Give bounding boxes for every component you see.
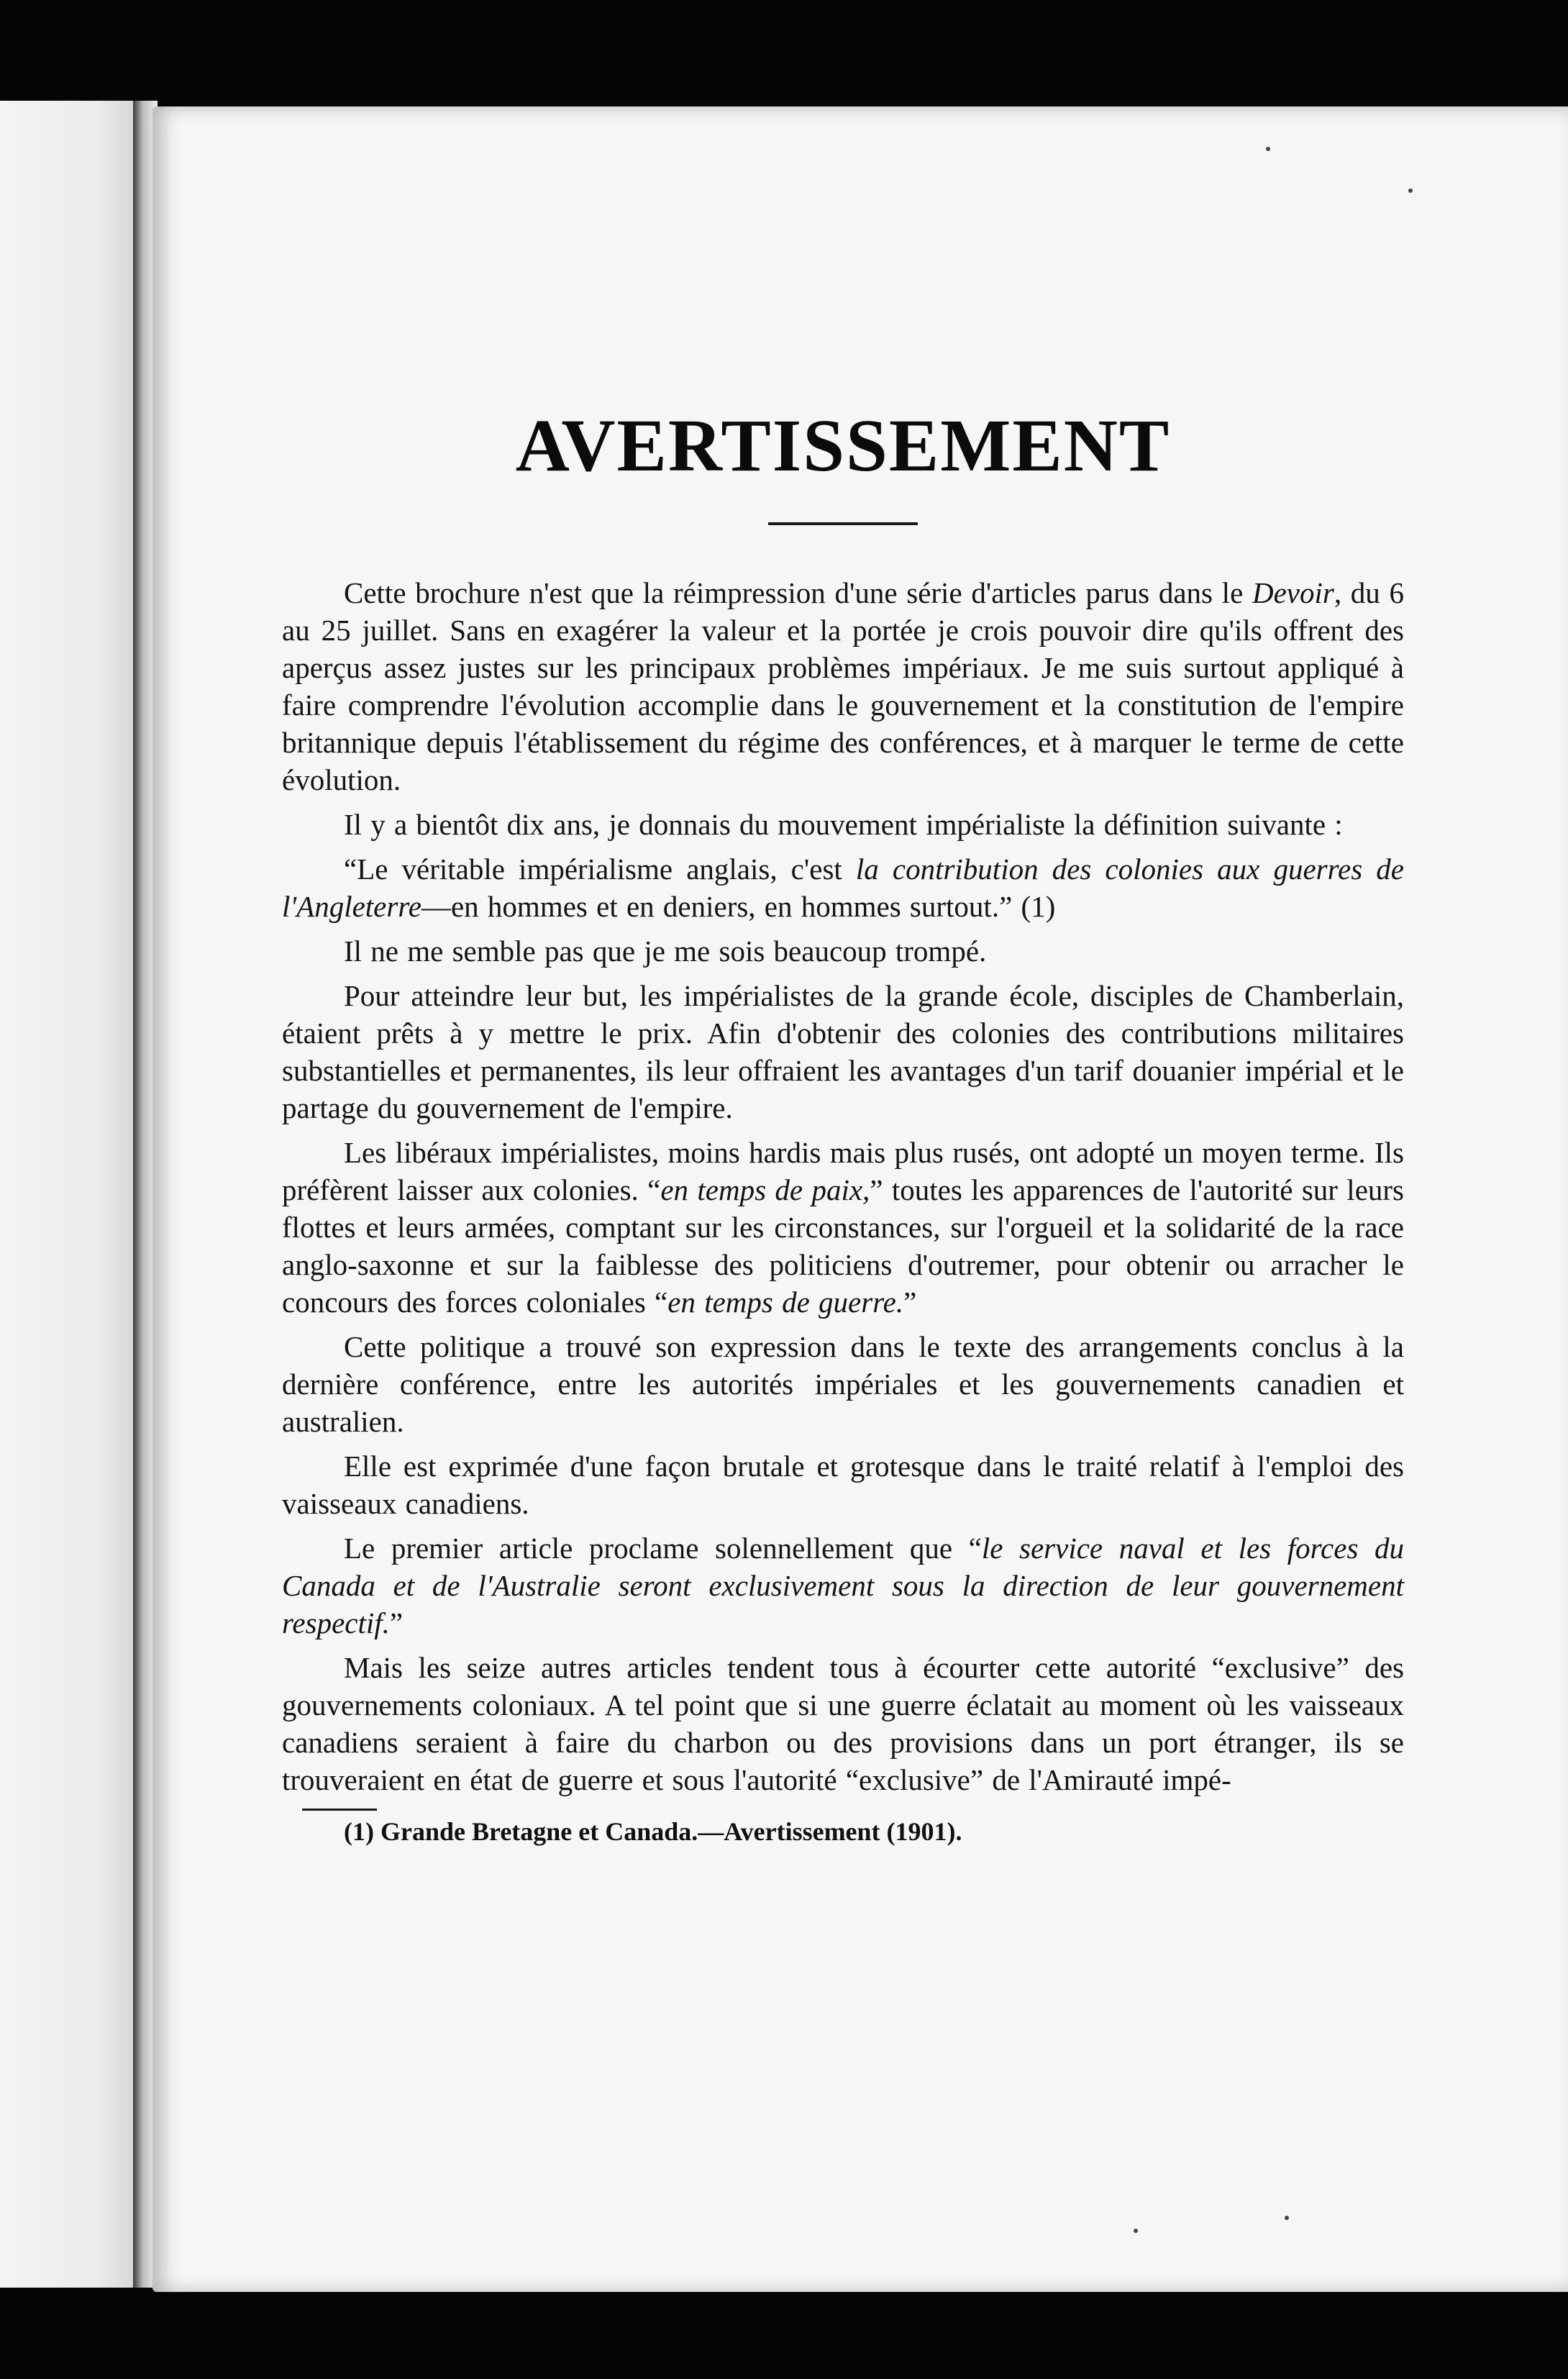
paragraph: [282, 1328, 1404, 1440]
paragraph: [282, 1649, 1404, 1798]
paragraph-text: —en hommes et en deniers, en hommes surtout.” (1): [421, 890, 1056, 923]
paragraph-text: ” toutes les apparences de l'autorité sur leurs flottes et leurs armées, comptant sur les circonstances, sur l'orgueil et la solidarité de la race anglo-saxonne et sur la faiblesse des politiciens d'outremer, pour obtenir ou arracher le concours des forces coloniales “: [282, 1173, 1405, 1319]
paragraph: [282, 1447, 1404, 1522]
paragraph-text: Il ne me semble pas que je me sois beaucoup trompé.: [344, 934, 987, 968]
paragraph: [282, 977, 1404, 1127]
paragraph-text: , du 6 au 25 juillet. Sans en exagérer la valeur et la portée je crois pouvoir dire qu'ils offrent des aperçus assez justes sur les principaux problèmes impériaux. Je me suis surtout appliqué à faire comprendre l'évolution accomplie dans le gouvernement et la constitution de l'empire britannique depuis l'établissement du régime des conférences, et à marquer le terme de cette évolution.: [282, 576, 1405, 796]
italic-text: le service naval et les forces du Canada et de l'Australie seront exclusivement sous la direction de leur gouvernement respectif.: [282, 1532, 1404, 1639]
scan-border: [0, 2292, 1568, 2379]
paragraph-text: Les libéraux impérialistes, moins hardis mais plus rusés, ont adopté un moyen terme. Ils préfèrent laisser aux colonies. “: [282, 1136, 1404, 1206]
paragraph: [282, 574, 1404, 799]
italic-text: en temps de paix,: [660, 1173, 870, 1206]
footnote: (1) Grande Bretagne et Canada.—Avertissement (1901).: [344, 1817, 962, 1846]
paragraph: [282, 1134, 1404, 1321]
paragraph-text: Mais les seize autres articles tendent tous à écourter cette autorité “exclusive” des gouvernements coloniaux. A tel point que si une guerre éclatait au moment où les vaisseaux canadiens seraient à faire du charbon ou des provisions dans un port étranger, ils se trouveraient en état de guerre et sous l'autorité “exclusive” de l'Amirauté impé-: [282, 1651, 1404, 1796]
scan-speck: [1285, 2216, 1289, 2220]
italic-text: en temps de guerre.: [667, 1286, 904, 1319]
paragraph-text: ”: [903, 1286, 917, 1319]
body-text: [282, 574, 1404, 1798]
facing-page-edge: [0, 101, 137, 2288]
page-title: AVERTISSEMENT: [515, 404, 1171, 487]
paragraph-text: Cette brochure n'est que la réimpression d'une série d'articles parus dans le: [344, 576, 1252, 609]
paragraph-text: “Le véritable impérialisme anglais, c'est: [344, 852, 856, 886]
paragraph: [282, 1529, 1404, 1642]
scan-speck: [1134, 2229, 1138, 2233]
scan-speck: [1408, 188, 1413, 193]
footnote-rule: [302, 1809, 377, 1811]
italic-text: Devoir: [1252, 576, 1334, 609]
paragraph-text: Pour atteindre leur but, les impérialistes de la grande école, disciples de Chamberlain, étaient prêts à y mettre le prix. Afin d'obtenir des colonies des contributions militaires substantielles et permanentes, ils leur offraient les avantages d'un tarif douanier impérial et le partage du gouvernement de l'empire.: [282, 979, 1404, 1124]
title-rule: [768, 522, 918, 525]
paragraph: [282, 806, 1404, 843]
paragraph-text: Le premier article proclame solennellement que “: [344, 1532, 982, 1565]
page-content: [282, 403, 1404, 1848]
paragraph: [282, 932, 1404, 970]
paragraph: [282, 850, 1404, 925]
scan-speck: [1266, 147, 1270, 151]
paragraph-text: Elle est exprimée d'une façon brutale et grotesque dans le traité relatif à l'emploi des vaisseaux canadiens.: [282, 1450, 1404, 1520]
italic-text: la contribution des colonies aux guerres de l'Angleterre: [282, 852, 1404, 923]
paragraph-text: Il y a bientôt dix ans, je donnais du mouvement impérialiste la définition suivante :: [344, 808, 1343, 841]
paragraph-text: ”: [389, 1606, 404, 1639]
paragraph-text: Cette politique a trouvé son expression dans le texte des arrangements conclus à la dernière conférence, entre les autorités impériales et les gouvernements canadien et australien.: [282, 1330, 1404, 1438]
